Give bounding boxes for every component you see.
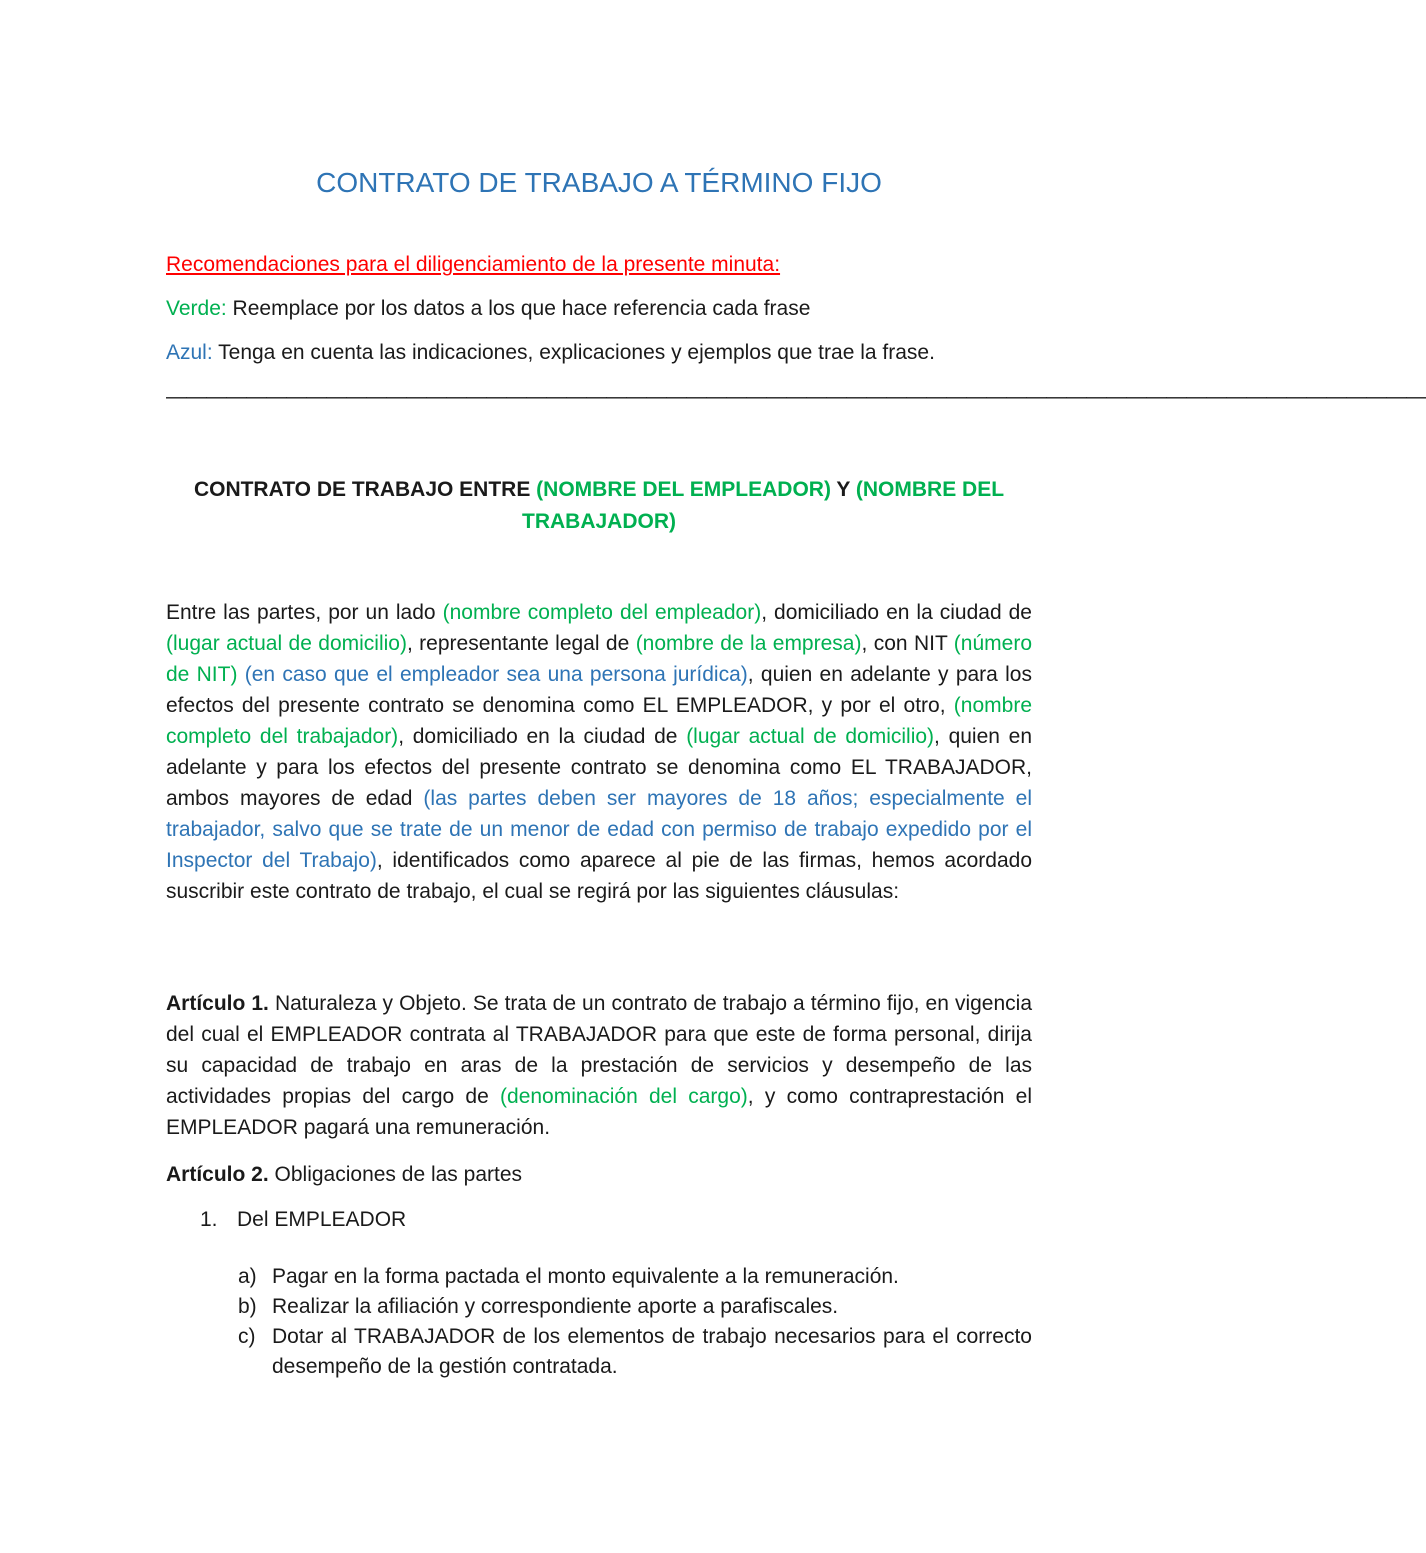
list-item-text: Pagar en la forma pactada el monto equivalente a la remuneración.	[272, 1265, 899, 1288]
placeholder-nit: (número de NIT)	[166, 632, 1032, 686]
list-item	[166, 1262, 1032, 1292]
intro-text: , domiciliado en la ciudad de	[398, 725, 687, 748]
list-title: Del EMPLEADOR	[237, 1208, 407, 1231]
intro-text: Entre las partes, por un lado	[166, 601, 443, 624]
article-1-label: Artículo 1.	[166, 992, 269, 1015]
intro-text	[237, 663, 244, 686]
article-2-label: Artículo 2.	[166, 1163, 269, 1186]
contract-heading	[166, 474, 1032, 538]
intro-text: , quien en adelante y para los efectos del presente contrato se denomina como EL EMPLEADOR, y por el otro,	[166, 663, 1032, 717]
verde-text: Reemplace por los datos a los que hace referencia cada frase	[226, 297, 811, 320]
verde-label: Verde:	[166, 297, 227, 320]
placeholder-worker-name: (nombre completo del trabajador)	[166, 694, 1032, 748]
heading-employer: (NOMBRE DEL EMPLEADOR)	[536, 478, 831, 501]
article-1	[166, 988, 1032, 1143]
document-title: CONTRATO DE TRABAJO A TÉRMINO FIJO	[316, 167, 882, 198]
placeholder-company-name: (nombre de la empresa)	[635, 632, 862, 655]
azul-text: Tenga en cuenta las indicaciones, explicaciones y ejemplos que trae la frase.	[212, 341, 935, 364]
heading-part1: CONTRATO DE TRABAJO ENTRE	[193, 478, 537, 501]
heading-and: Y	[830, 478, 856, 501]
list-item	[200, 1204, 406, 1235]
intro-text: , representante legal de	[406, 632, 636, 655]
placeholder-worker-address: (lugar actual de domicilio)	[686, 725, 935, 748]
list-item	[166, 1292, 1032, 1322]
article-1-text: , y como contraprestación el EMPLEADOR pagará una remuneración.	[166, 1085, 1032, 1139]
list-marker: b)	[238, 1295, 257, 1318]
separator-rule: ———————————————————————————————————————————————————————————————	[166, 385, 1426, 408]
list-item	[166, 1322, 1032, 1382]
note-legal-entity: (en caso que el empleador sea una persona jurídica)	[244, 663, 748, 686]
list-item-text: Dotar al TRABAJADOR de los elementos de trabajo necesarios para el correcto desempeño de la gestión contratada.	[272, 1325, 1032, 1378]
placeholder-employer-name: (nombre completo del empleador)	[442, 601, 762, 624]
intro-text: , identificados como aparece al pie de las firmas, hemos acordado suscribir este contrato de trabajo, el cual se regirá por las siguientes cláusulas:	[166, 849, 1032, 903]
note-legal-age: (las partes deben ser mayores de 18 años; especialmente el trabajador, salvo que se trate de un menor de edad con permiso de trabajo expedido por el Inspector del Trabajo)	[166, 787, 1033, 872]
article-2	[166, 1159, 1032, 1190]
list-marker: c)	[238, 1325, 256, 1348]
intro-text: , con NIT	[861, 632, 954, 655]
recommendation-verde	[166, 294, 810, 324]
list-item-text: Realizar la afiliación y correspondiente aporte a parafiscales.	[272, 1295, 839, 1318]
employer-obligations-list	[166, 1262, 1032, 1382]
recommendation-azul	[166, 338, 935, 368]
heading-worker: (NOMBRE DEL TRABAJADOR)	[522, 478, 1005, 533]
article-2-text: Obligaciones de las partes	[268, 1163, 522, 1186]
recommendations-heading: Recomendaciones para el diligenciamiento de la presente minuta:	[166, 253, 781, 276]
placeholder-employer-address: (lugar actual de domicilio)	[166, 632, 407, 655]
intro-text: , quien en adelante y para los efectos del presente contrato se denomina como EL TRABAJADOR, ambos mayores de edad	[166, 725, 1033, 810]
azul-label: Azul:	[166, 341, 213, 364]
list-number: 1.	[200, 1208, 218, 1231]
intro-text: , domiciliado en la ciudad de	[761, 601, 1032, 624]
list-marker: a)	[238, 1265, 257, 1288]
placeholder-job-title: (denominación del cargo)	[500, 1085, 748, 1108]
intro-paragraph	[166, 597, 1032, 907]
article-1-text: Naturaleza y Objeto. Se trata de un contrato de trabajo a término fijo, en vigencia del cual el EMPLEADOR contrata al TRABAJADOR para que este de forma personal, dirija su capacidad de trabajo en aras de la prestación de servicios y desempeño de las actividades propias del cargo de	[166, 992, 1033, 1108]
